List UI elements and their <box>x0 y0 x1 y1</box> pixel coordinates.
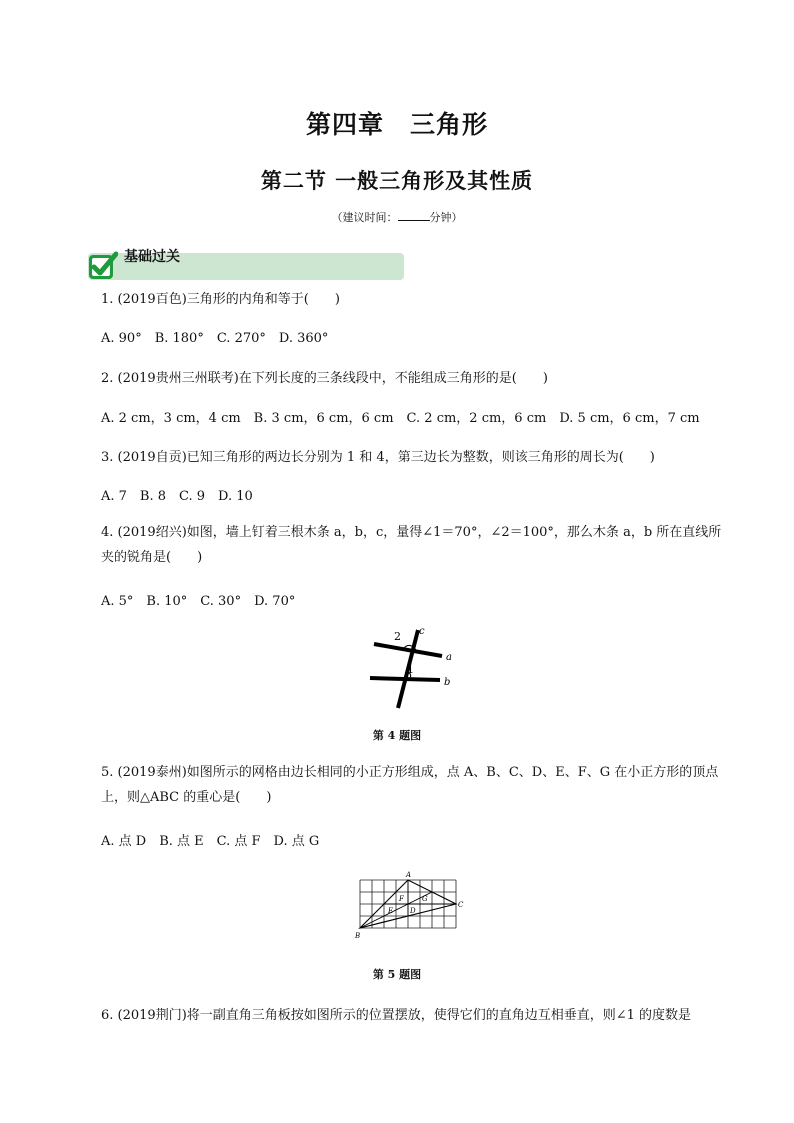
label-point-d: D <box>410 907 416 915</box>
stick-b <box>370 678 440 680</box>
figure-5-caption: 第 5 题图 <box>372 968 422 981</box>
label-point-a: A <box>406 871 412 879</box>
q2-stem: 2. (2019贵州三州联考)在下列长度的三条线段中，不能组成三角形的是( ) <box>101 371 548 386</box>
q1-options: A. 90° B. 180° C. 270° D. 360° <box>101 331 329 346</box>
label-point-b: B <box>355 932 361 940</box>
time-hint-suffix: 分钟） <box>429 211 463 224</box>
q3-stem: 3. (2019自贡)已知三角形的两边长分别为 1 和 4，第三边长为整数，则该三角形的周长为( ) <box>101 450 655 465</box>
label-angle-1: 1 <box>407 663 414 676</box>
q4-options: A. 5° B. 10° C. 30° D. 70° <box>101 594 296 609</box>
label-point-f: F <box>399 895 404 903</box>
label-point-c: C <box>458 901 464 909</box>
checkmark-icon <box>86 250 118 282</box>
label-point-e: E <box>388 907 394 915</box>
label-b: b <box>444 677 451 688</box>
section-title: 第二节 一般三角形及其性质 <box>260 169 534 193</box>
q1-stem: 1. (2019百色)三角形的内角和等于( ) <box>101 292 340 307</box>
label-point-g: G <box>422 895 428 903</box>
q6-stem: 6. (2019荆门)将一副直角三角板按如图所示的位置摆放，使得它们的直角边互相垂直，则∠1 的度数是 <box>101 1008 692 1023</box>
banner-label: 基础过关 <box>124 249 180 265</box>
q2-options: A. 2 cm，3 cm，4 cm B. 3 cm，6 cm，6 cm C. 2 cm，2 cm，6 cm D. 5 cm，6 cm，7 cm <box>101 411 700 426</box>
q5-options: A. 点 D B. 点 E C. 点 F D. 点 G <box>101 834 320 849</box>
q5-stem: 5. (2019泰州)如图所示的网格由边长相同的小正方形组成，点 A、B、C、D、E、F、G 在小正方形的顶点上，则△ABC 的重心是( ) <box>101 765 719 805</box>
q4-stem: 4. (2019绍兴)如图，墙上钉着三根木条 a，b，c，量得∠1＝70°，∠2＝100°，那么木条 a，b 所在直线所夹的锐角是( ) <box>101 525 722 565</box>
label-a: a <box>446 652 452 663</box>
figure-4 <box>360 622 470 712</box>
label-angle-2: 2 <box>394 630 401 643</box>
chapter-title: 第四章 三角形 <box>305 110 488 139</box>
figure-5 <box>352 868 472 942</box>
time-hint-prefix: （建议时间： <box>331 211 398 224</box>
figure-4-caption: 第 4 题图 <box>372 729 422 742</box>
label-c: c <box>419 626 425 637</box>
q3-options: A. 7 B. 8 C. 9 D. 10 <box>101 489 253 504</box>
time-blank[interactable] <box>398 210 430 221</box>
time-hint <box>0 209 794 225</box>
